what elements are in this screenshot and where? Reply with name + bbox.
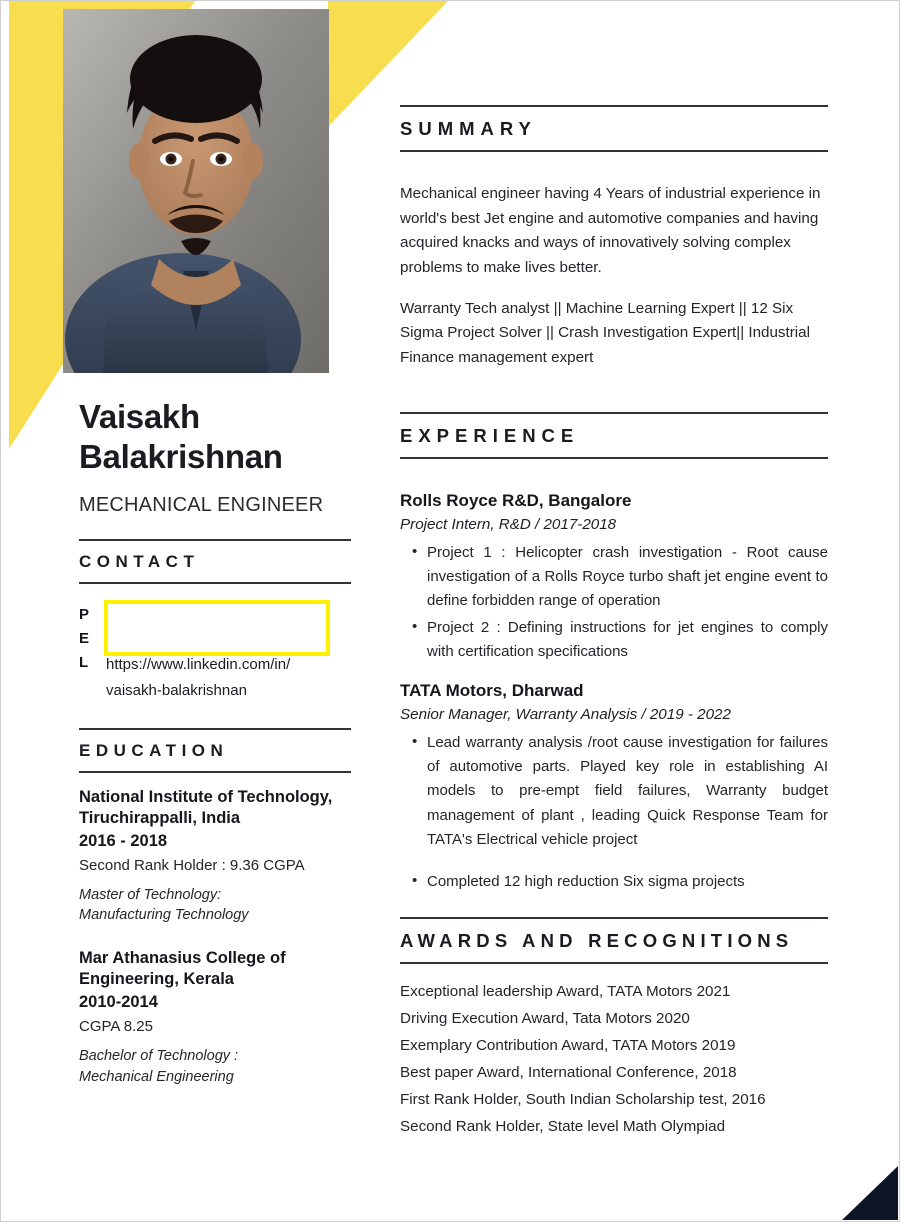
experience-company: Rolls Royce R&D, Bangalore <box>400 491 632 511</box>
experience-heading-label: EXPERIENCE <box>400 425 580 447</box>
education-entry <box>79 787 351 926</box>
contact-key-email: E <box>79 629 90 647</box>
experience-bullet: • Completed 12 high reduction Six sigma projects <box>427 870 828 894</box>
profile-photo <box>63 9 329 373</box>
contact-key-linkedin: L <box>79 653 89 671</box>
education-years: 2010-2014 <box>79 992 158 1011</box>
dark-corner-triangle <box>842 1166 898 1220</box>
contact-value-linkedin[interactable] <box>106 652 351 705</box>
right-column <box>400 105 828 1140</box>
section-header-awards <box>400 917 828 964</box>
experience-bullet-list <box>400 731 828 895</box>
award-item: Driving Execution Award, Tata Motors 2020 <box>400 1009 690 1027</box>
profile-photo-illustration <box>63 9 329 373</box>
education-school-line2: Tiruchirappalli, India <box>79 809 241 828</box>
education-detail: Second Rank Holder : 9.36 CGPA <box>79 857 305 875</box>
experience-role: Project Intern, R&D / 2017-2018 <box>400 516 617 534</box>
education-degree <box>79 1046 351 1087</box>
experience-bullet: • Project 1 : Helicopter crash investigation - Root cause investigation of a Rolls Royce turbo shaft jet engine event to define forbidden range of operation <box>427 541 828 614</box>
award-item: First Rank Holder, South Indian Scholarship test, 2016 <box>400 1090 766 1108</box>
awards-heading-label: AWARDS AND RECOGNITIONS <box>400 929 794 951</box>
experience-entry <box>400 679 828 894</box>
education-entry <box>79 948 351 1087</box>
section-header-summary <box>400 105 828 152</box>
education-degree-line2: Manufacturing Technology <box>79 907 249 924</box>
experience-company: TATA Motors, Dharwad <box>400 681 584 701</box>
experience-bullet-list <box>400 541 828 664</box>
experience-role: Senior Manager, Warranty Analysis / 2019 - 2022 <box>400 705 731 723</box>
contact-key-phone: P <box>79 605 90 623</box>
linkedin-url-line1: https://www.linkedin.com/in/ <box>106 655 291 673</box>
education-heading-label: EDUCATION <box>79 741 229 760</box>
summary-paragraph: Mechanical engineer having 4 Years of industrial experience in world's best Jet engine and automotive companies and having acquired knacks and ways of innovatively solving complex problems to make lives better. <box>400 185 821 276</box>
experience-bullet: • Lead warranty analysis /root cause investigation for failures of automotive parts. Played key role in establishing AI models to pre-empt field failures, Warranty budget management of plant , leading Quick Response Team for TATA's Electrical vehicle project <box>427 731 828 852</box>
education-degree-line1: Bachelor of Technology : <box>79 1047 239 1064</box>
redaction-box-contact <box>104 600 330 656</box>
summary-heading-label: SUMMARY <box>400 118 537 139</box>
contact-row-linkedin <box>79 652 351 705</box>
education-degree-line2: Mechanical Engineering <box>79 1068 234 1085</box>
education-school-line2: Engineering, Kerala <box>79 970 234 989</box>
contact-block <box>79 598 351 705</box>
job-title: MECHANICAL ENGINEER <box>79 493 324 516</box>
section-header-education <box>79 728 351 773</box>
experience-bullet: • Project 2 : Defining instructions for jet engines to comply with certification specifications <box>427 616 828 665</box>
award-item: Exemplary Contribution Award, TATA Motors 2019 <box>400 1036 736 1054</box>
award-item: Second Rank Holder, State level Math Olympiad <box>400 1117 726 1135</box>
award-item: Best paper Award, International Conference, 2018 <box>400 1063 737 1081</box>
education-school-line1: Mar Athanasius College of <box>79 949 286 968</box>
candidate-name <box>79 397 351 478</box>
experience-entry <box>400 489 828 664</box>
award-item: Exceptional leadership Award, TATA Motors 2021 <box>400 982 731 1000</box>
education-school-line1: National Institute of Technology, <box>79 788 333 806</box>
section-header-contact <box>79 539 351 584</box>
last-name: Balakrishnan <box>79 438 283 476</box>
education-degree-line1: Master of Technology: <box>79 886 222 903</box>
left-column <box>79 397 351 1100</box>
section-header-experience <box>400 412 828 459</box>
summary-paragraph: Warranty Tech analyst || Machine Learning Expert || 12 Six Sigma Project Solver || Crash Investigation Expert|| Industrial Finance management expert <box>400 299 810 366</box>
contact-heading-label: CONTACT <box>79 551 200 571</box>
education-years: 2016 - 2018 <box>79 831 168 850</box>
education-degree <box>79 885 351 926</box>
linkedin-url-line2: vaisakh-balakrishnan <box>106 681 247 699</box>
first-name: Vaisakh <box>79 398 200 435</box>
education-detail: CGPA 8.25 <box>79 1018 153 1036</box>
